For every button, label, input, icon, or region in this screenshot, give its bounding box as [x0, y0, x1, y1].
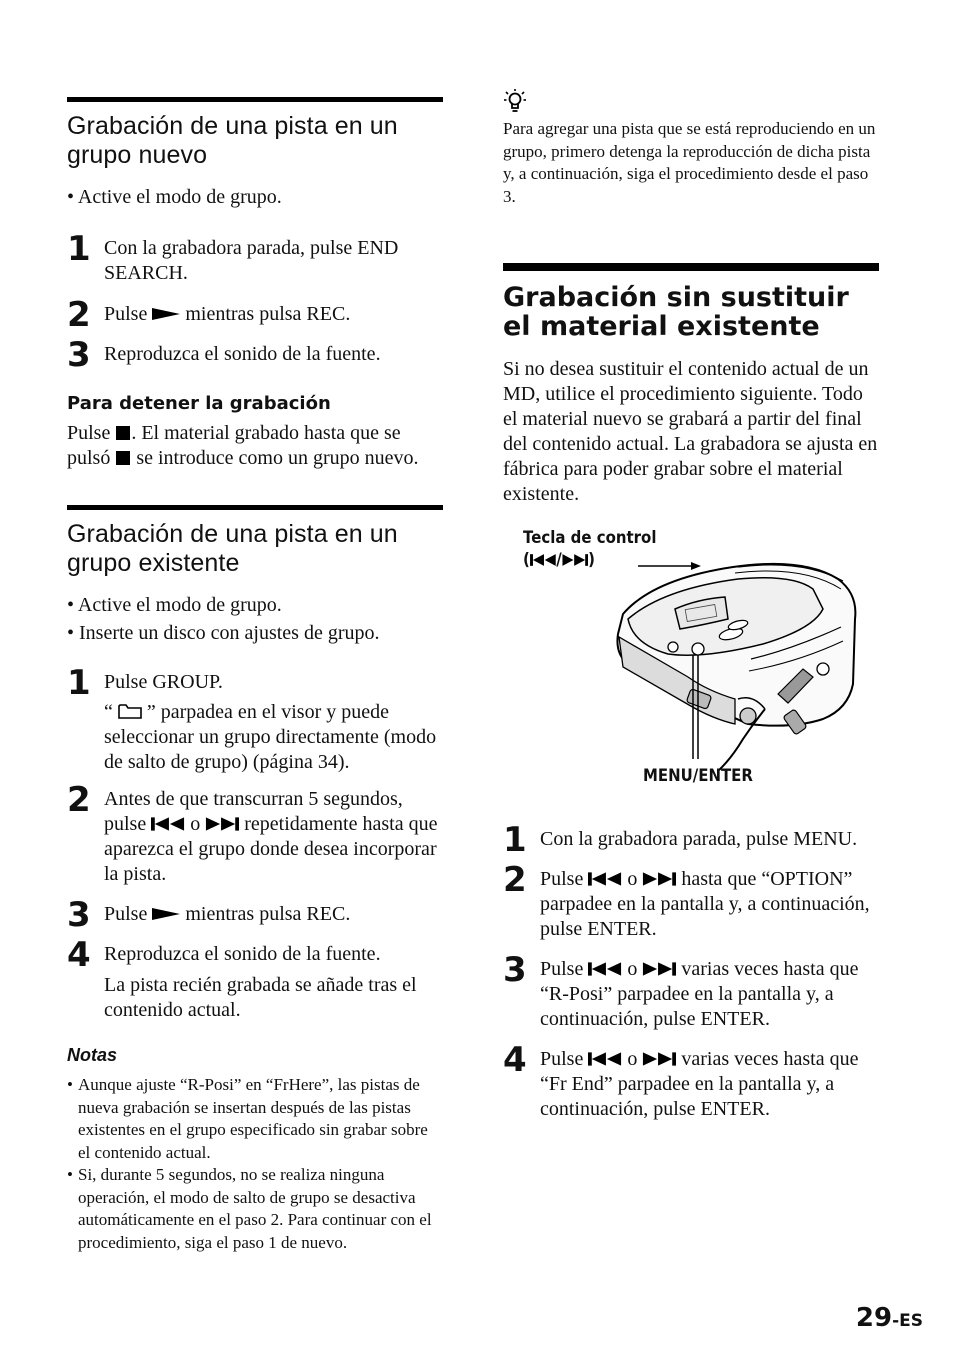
section2-title: Grabación de una pista en un grupo existente	[67, 520, 398, 577]
notes-heading: Notas	[67, 1045, 118, 1065]
section3-step-4: 4 Pulse o varias veces hasta que “Fr End” parpadee en la pantalla y, a continuación, pulse ENTER.	[503, 1040, 859, 1120]
menu-enter-label: MENU/ENTER	[643, 766, 753, 786]
stop-icon	[116, 451, 130, 465]
section3-step-3: 3 Pulse o varias veces hasta que “R-Posi” parpadee en la pantalla y, a continuación, pulse ENTER.	[503, 950, 859, 1030]
next-track-icon	[642, 961, 676, 977]
tip-bulb-icon	[503, 88, 527, 114]
stop-icon	[116, 426, 130, 440]
prev-track-icon	[588, 961, 622, 977]
stop-recording-text: Pulse . El material grabado hasta que se pulsó se introduce como un grupo nuevo.	[67, 422, 419, 469]
section3-title: Grabación sin sustituir el material existente	[503, 282, 849, 342]
section2-step-2: 2 Antes de que transcurran 5 segundos, pulse o repetidamente hasta que aparezca el grupo donde desea incorporar la pista.	[67, 780, 438, 885]
page-number: 29-ES	[855, 1303, 923, 1333]
section2-step-1: 1 Pulse GROUP. “ ” parpadea en el visor y puede seleccionar un grupo directamente (modo de salto de grupo) (página 34).	[67, 663, 437, 773]
section1-step-1: 1 Con la grabadora parada, pulse END SEARCH.	[67, 229, 399, 284]
left-column	[67, 97, 443, 1254]
section-rule	[503, 263, 879, 271]
section1-step-2: 2 Pulse mientras pulsa REC.	[67, 295, 351, 335]
section3-step-2: 2 Pulse o hasta que “OPTION” parpadee en la pantalla y, a continuación, pulse ENTER.	[503, 860, 870, 940]
tip-text: Para agregar una pista que se está reproduciendo en un grupo, primero detenga la reproducción de dicha pista y, a continuación, siga el procedimiento desde el paso 3.	[503, 119, 876, 206]
play-icon	[152, 306, 180, 322]
next-track-icon	[642, 871, 676, 887]
note-item: • Aunque ajuste “R-Posi” en “FrHere”, las pistas de nueva grabación se insertan después de las pistas existentes en el grupo especificado sin grabar sobre el contenido actual.	[67, 1075, 428, 1162]
section2-step-3: 3 Pulse mientras pulsa REC.	[67, 895, 351, 935]
folder-icon	[118, 702, 142, 720]
prev-track-icon	[151, 816, 185, 832]
prev-track-icon	[588, 1051, 622, 1067]
section1-title: Grabación de una pista en un grupo nuevo	[67, 112, 398, 169]
note-item: • Si, durante 5 segundos, no se realiza ninguna operación, el modo de salto de grupo se desactiva automáticamente en el paso 2. Para continuar con el procedimiento, siga el paso 1 de nuevo.	[67, 1165, 432, 1252]
section2-bullet: • Inserte un disco con ajustes de grupo.	[67, 622, 380, 644]
control-key-label: Tecla de control ( / )	[523, 528, 657, 570]
play-icon	[152, 906, 180, 922]
section2-bullet: • Active el modo de grupo.	[67, 594, 282, 616]
stop-recording-heading: Para detener la grabación	[67, 393, 331, 414]
section3-step-1: 1 Con la grabadora parada, pulse MENU.	[503, 820, 858, 860]
next-track-icon	[642, 1051, 676, 1067]
section-rule	[67, 505, 443, 510]
right-column	[503, 88, 879, 1122]
next-track-icon	[205, 816, 239, 832]
section3-intro: Si no desea sustituir el contenido actual de un MD, utilice el procedimiento siguiente. Todo el material nuevo se grabará a partir del final del contenido actual. La grabadora se ajusta en fábrica para poder grabar sobre el material existente.	[503, 358, 878, 505]
section1-step-3: 3 Reproduzca el sonido de la fuente.	[67, 335, 381, 375]
recorder-illustration	[503, 519, 879, 809]
prev-track-icon	[588, 871, 622, 887]
section1-bullet: • Active el modo de grupo.	[67, 186, 282, 208]
minidisc-recorder-drawing	[503, 519, 879, 779]
section-rule	[67, 97, 443, 102]
section2-step-4: 4 Reproduzca el sonido de la fuente. La pista recién grabada se añade tras el contenido actual.	[67, 935, 417, 1021]
